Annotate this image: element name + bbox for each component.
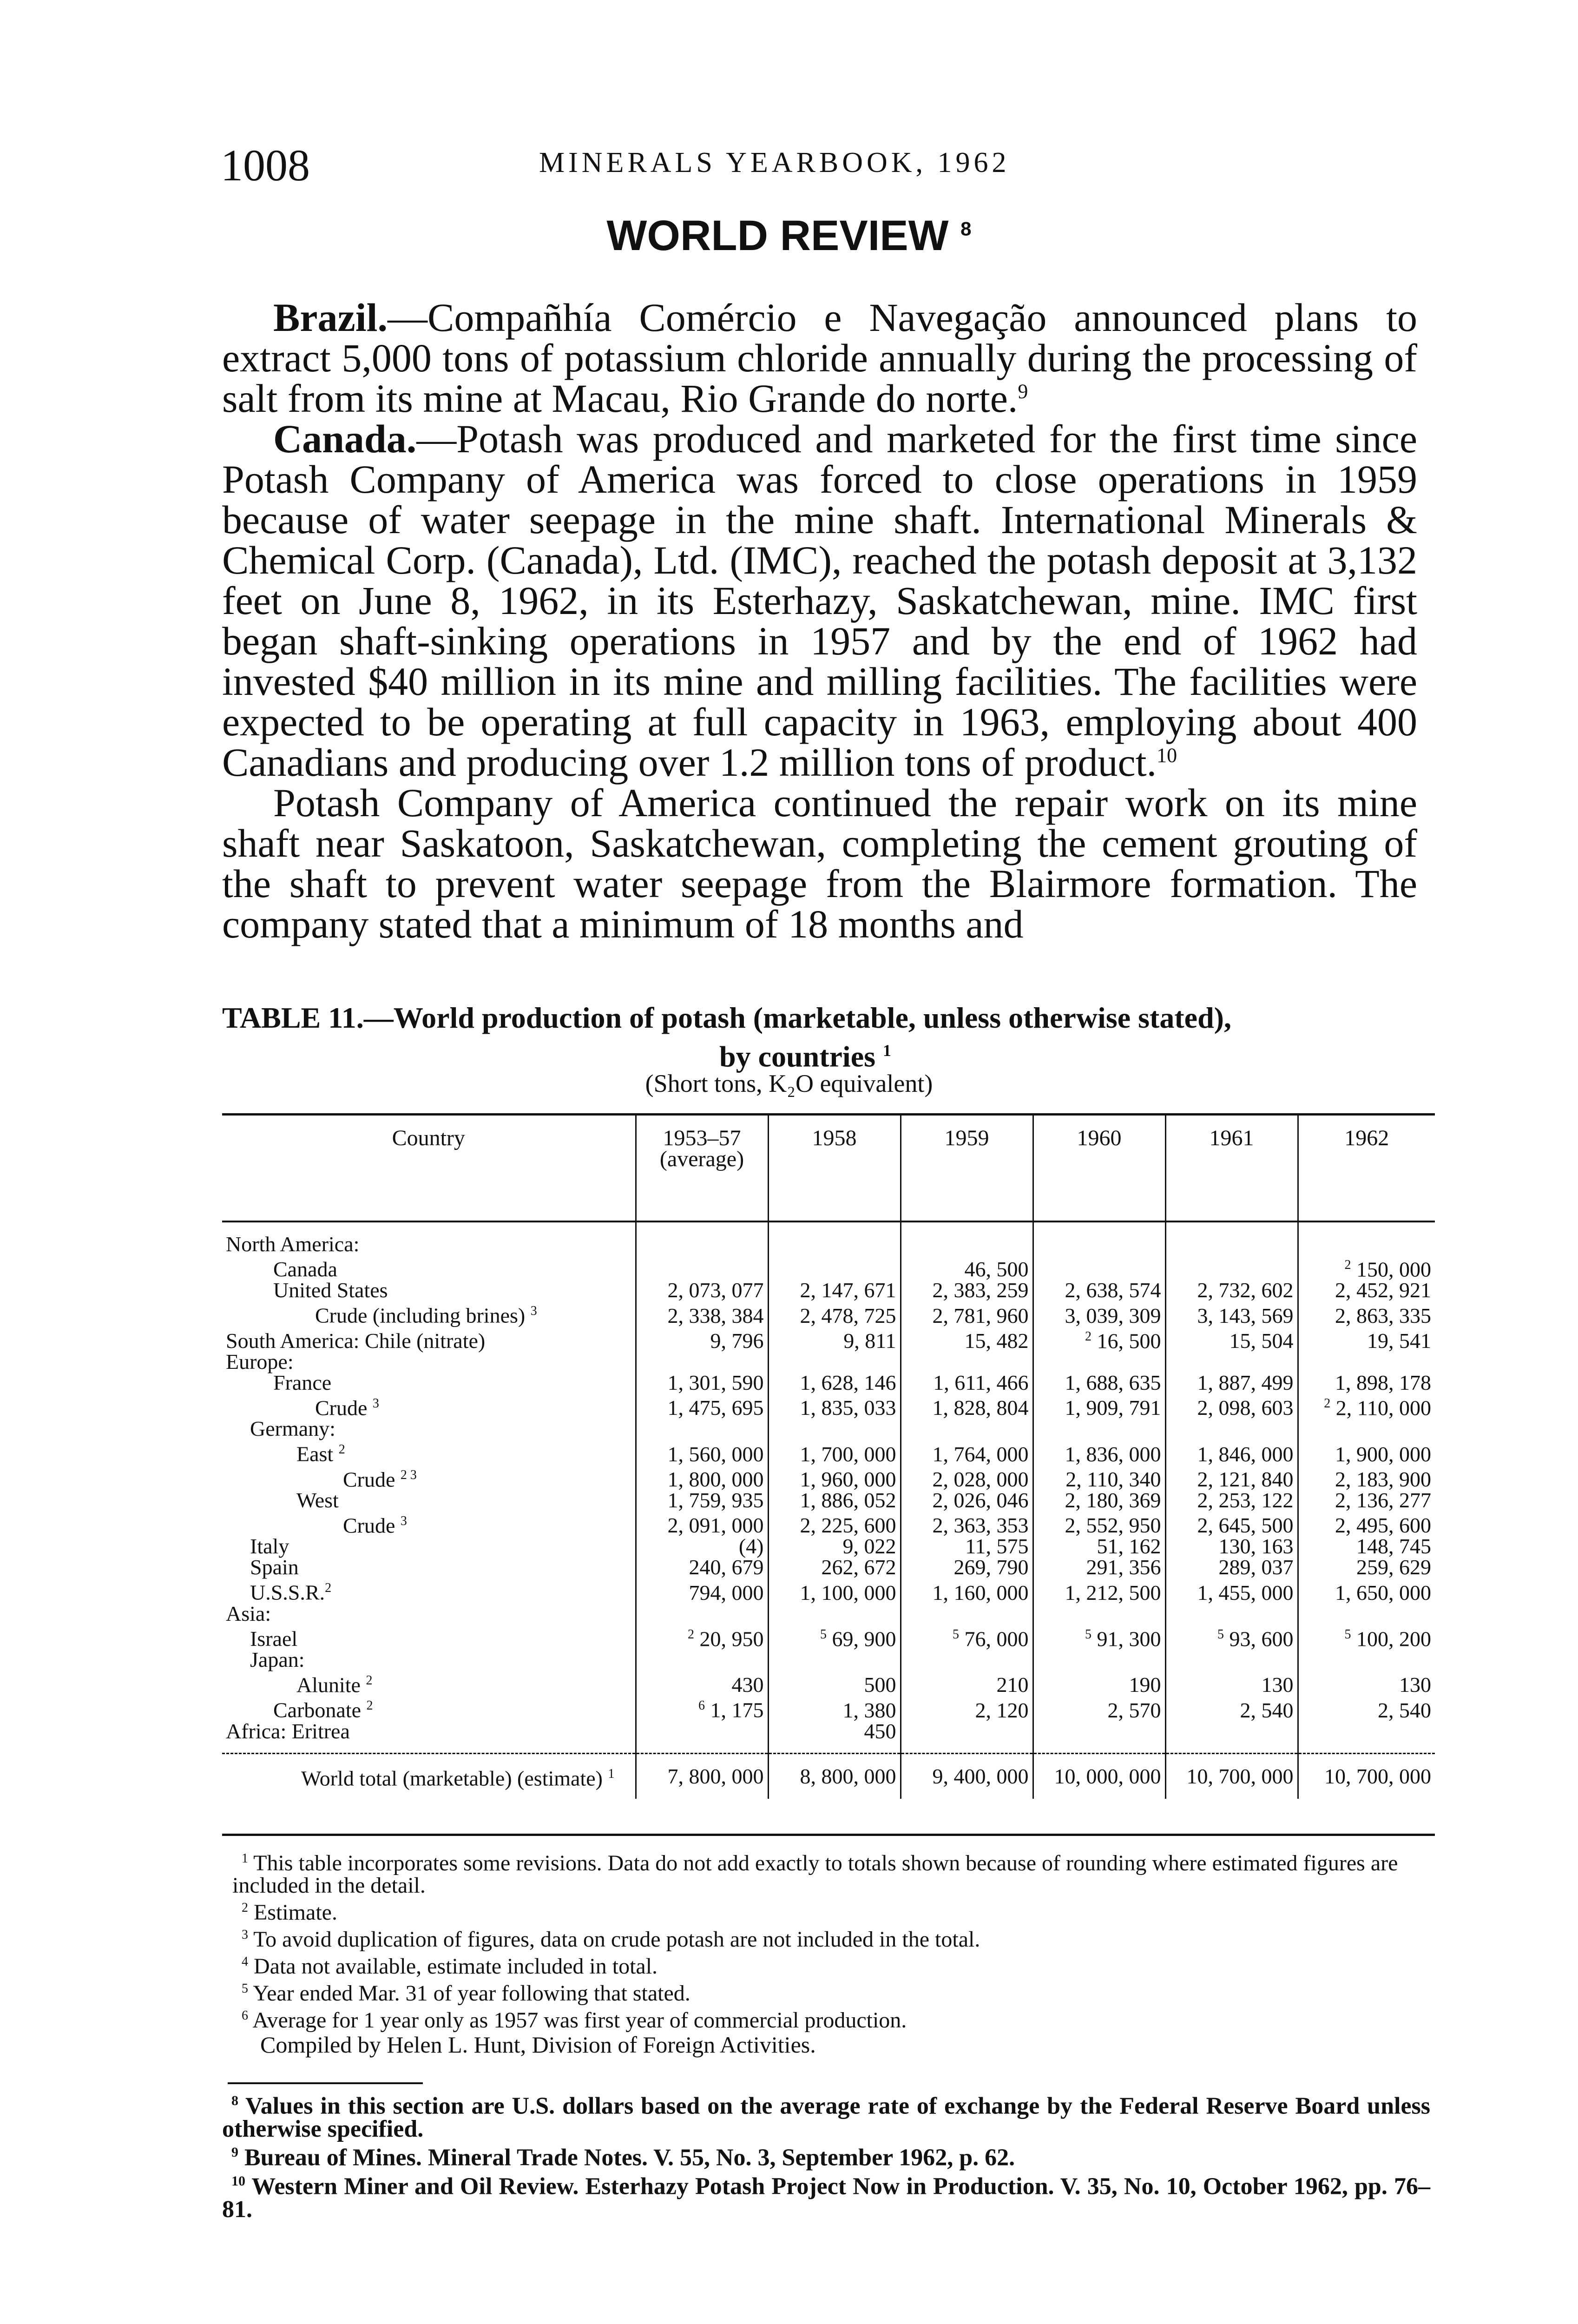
footnote-text: Bureau of Mines. Mineral Trade Notes. V. 55, No. 3, September 1962, p. 62.: [244, 2144, 1015, 2171]
table-footnotes: [232, 1848, 1436, 2032]
cell: 2, 136, 277: [1298, 1490, 1435, 1511]
footnote-number: 6: [242, 2008, 248, 2023]
table-row: [222, 1372, 1435, 1393]
footnote-ref: 5: [1085, 1627, 1091, 1642]
cell: 2, 863, 335: [1298, 1301, 1435, 1326]
footnote-ref: 2: [338, 1442, 345, 1457]
cell: 2, 570: [1033, 1695, 1165, 1720]
cell: 51, 162: [1033, 1536, 1165, 1557]
cell: 2, 026, 046: [901, 1490, 1033, 1511]
cell: 19, 541: [1298, 1326, 1435, 1351]
row-label: [222, 1753, 636, 1799]
footnote-number: 10: [231, 2173, 245, 2189]
cell: [636, 1695, 768, 1720]
cell: 1, 836, 000: [1033, 1439, 1165, 1464]
cell: 2, 091, 000: [636, 1511, 768, 1536]
row-label: United States: [273, 1278, 388, 1302]
footnote-number: 9: [231, 2145, 238, 2160]
table-row: [222, 1721, 1435, 1742]
cell: 2, 147, 671: [768, 1280, 901, 1301]
cell: 1, 160, 000: [901, 1578, 1033, 1603]
cell: 7, 800, 000: [636, 1753, 768, 1799]
table-row: [222, 1465, 1435, 1490]
cell: 1, 212, 500: [1033, 1578, 1165, 1603]
table-subcaption: (Short tons, K₂O equivalent): [645, 1070, 933, 1097]
footnote-ref: 2: [688, 1627, 694, 1642]
row-label: [222, 1439, 636, 1464]
cell: 9, 400, 000: [901, 1753, 1033, 1799]
row-label: France: [273, 1370, 332, 1394]
row-label: Italy: [250, 1534, 289, 1558]
cell: 1, 628, 146: [768, 1372, 901, 1393]
cell: 3, 039, 309: [1033, 1301, 1165, 1326]
cell: 9, 022: [768, 1536, 901, 1557]
footnote-text: This table incorporates some revisions. Data do not add exactly to totals shown because of rounding where estimated figures are included in the detail.: [232, 1851, 1398, 1898]
lead-brazil: Brazil.: [273, 295, 388, 340]
cell: [1298, 1721, 1435, 1742]
cell: 2, 225, 600: [768, 1511, 901, 1536]
cell: 9, 811: [768, 1326, 901, 1351]
row-label-text: Crude: [343, 1513, 395, 1538]
table-row: [222, 1326, 1435, 1351]
cell: [1165, 1721, 1298, 1742]
cell: [768, 1254, 901, 1280]
table-header-row: [222, 1115, 1435, 1222]
paragraph-potash-company: Potash Company of America continued the repair work on its mine shaft near Saskatoon, Saskatchewan, completing the cement grouting of the shaft to prevent water seepage from the Blairmore formation. The company stated that a minimum of 18 months and: [222, 780, 1417, 946]
cell: 2, 645, 500: [1165, 1511, 1298, 1536]
cell: 794, 000: [636, 1578, 768, 1603]
footnote-ref: 2: [325, 1581, 332, 1596]
footnote-ref: 3: [372, 1396, 379, 1411]
cell: [1298, 1624, 1435, 1649]
cell: 15, 482: [901, 1326, 1033, 1351]
cell: 1, 475, 695: [636, 1393, 768, 1418]
cell: 2, 110, 340: [1033, 1465, 1165, 1490]
footnote-ref: 1: [883, 1041, 891, 1060]
cell-value: 1, 175: [710, 1698, 764, 1722]
row-label: [222, 1465, 636, 1490]
row-label: Africa: Eritrea: [226, 1719, 350, 1743]
cell: 1, 455, 000: [1165, 1578, 1298, 1603]
table-row: [222, 1234, 1435, 1254]
row-label-text: Canada: [273, 1257, 337, 1281]
cell: 1, 688, 635: [1033, 1372, 1165, 1393]
cell: 1, 301, 590: [636, 1372, 768, 1393]
row-label: [222, 1670, 636, 1695]
cell-value: 69, 900: [832, 1626, 896, 1651]
cell: 3, 143, 569: [1165, 1301, 1298, 1326]
row-label-text: Crude: [343, 1467, 395, 1491]
cell: 2, 638, 574: [1033, 1280, 1165, 1301]
cell: 130, 163: [1165, 1536, 1298, 1557]
table-row: [222, 1254, 1435, 1280]
cell: 289, 037: [1165, 1557, 1298, 1578]
cell: 450: [768, 1721, 901, 1742]
table-total-row: [222, 1753, 1435, 1799]
cell: 15, 504: [1165, 1326, 1298, 1351]
caption-line-2-text: by countries: [719, 1040, 875, 1073]
row-label: [222, 1393, 636, 1418]
footnote-ref: 2 3: [400, 1467, 417, 1482]
row-label-text: U.S.S.R.: [250, 1580, 325, 1604]
paragraph-brazil: [222, 297, 1417, 419]
cell: 430: [636, 1670, 768, 1695]
footnote-text: To avoid duplication of figures, data on crude potash are not included in the total.: [253, 1927, 980, 1952]
col-1953-57: 1953–57 (average): [636, 1115, 768, 1222]
footnote-text: Year ended Mar. 31 of year following that stated.: [253, 1981, 690, 2006]
compiled-by: Compiled by Helen L. Hunt, Division of Foreign Activities.: [260, 2032, 816, 2058]
cell: 2, 732, 602: [1165, 1280, 1298, 1301]
cell-value: 76, 000: [964, 1626, 1029, 1651]
row-label-text: East: [296, 1442, 334, 1466]
table-row: [222, 1280, 1435, 1301]
cell: 1, 909, 791: [1033, 1393, 1165, 1418]
cell: 259, 629: [1298, 1557, 1435, 1578]
cell: [1165, 1624, 1298, 1649]
cell: 1, 846, 000: [1165, 1439, 1298, 1464]
cell: 1, 764, 000: [901, 1439, 1033, 1464]
cell: [768, 1624, 901, 1649]
cell: 130: [1165, 1670, 1298, 1695]
cell: 148, 745: [1298, 1536, 1435, 1557]
cell: 46, 500: [901, 1254, 1033, 1280]
footnote-ref: 2: [366, 1698, 373, 1713]
row-label: Asia:: [226, 1601, 271, 1625]
footnote-ref: 9: [1018, 380, 1028, 403]
col-1958: 1958: [768, 1115, 901, 1222]
lead-canada: Canada.: [273, 416, 417, 461]
row-label: Europe:: [226, 1349, 294, 1373]
cell: 1, 900, 000: [1298, 1439, 1435, 1464]
row-label: [222, 1695, 636, 1720]
cell-value: 150, 000: [1356, 1257, 1431, 1281]
table-footnote: [232, 2005, 1436, 2032]
cell: 1, 886, 052: [768, 1490, 901, 1511]
cell: 10, 700, 000: [1298, 1753, 1435, 1799]
table-row: [222, 1490, 1435, 1511]
footnote-number: 8: [231, 2093, 238, 2108]
row-label: Germany:: [250, 1417, 335, 1441]
table-row: [222, 1603, 1435, 1624]
footnote-text: Western Miner and Oil Review. Esterhazy Potash Project Now in Production. V. 35, No. 10, October 1962, pp. 76–81.: [222, 2172, 1431, 2223]
table-row: [222, 1649, 1435, 1670]
footnote-ref: 3: [400, 1513, 407, 1528]
footnote-number: 4: [242, 1954, 248, 1969]
cell: 240, 679: [636, 1557, 768, 1578]
cell: 2, 452, 921: [1298, 1280, 1435, 1301]
cell: 9, 796: [636, 1326, 768, 1351]
cell-value: 16, 500: [1097, 1328, 1161, 1353]
row-label-text: Carbonate: [273, 1698, 362, 1722]
potash-production-table: [222, 1113, 1435, 1799]
cell: 1, 835, 033: [768, 1393, 901, 1418]
cell: 2, 363, 353: [901, 1511, 1033, 1536]
cell: [1298, 1393, 1435, 1418]
page-footnote: [222, 2141, 1430, 2169]
table-row: [222, 1624, 1435, 1649]
cell: 2, 180, 369: [1033, 1490, 1165, 1511]
row-label: Spain: [250, 1555, 299, 1579]
cell: 2, 540: [1165, 1695, 1298, 1720]
footnote-ref: 2: [1085, 1329, 1091, 1344]
table-row: [222, 1536, 1435, 1557]
section-title: [0, 211, 1578, 260]
cell: 210: [901, 1670, 1033, 1695]
cell: 1, 380: [768, 1695, 901, 1720]
table-footnote: [232, 1951, 1436, 1978]
running-title: MINERALS YEARBOOK, 1962: [539, 147, 1010, 178]
table-row: [222, 1393, 1435, 1418]
cell-value: 91, 300: [1097, 1626, 1161, 1651]
page-number: 1008: [221, 140, 310, 190]
cell-value: 20, 950: [699, 1626, 764, 1651]
cell: 1, 759, 935: [636, 1490, 768, 1511]
cell: 2, 338, 384: [636, 1301, 768, 1326]
row-label: Israel: [250, 1626, 298, 1651]
table-row: [222, 1557, 1435, 1578]
row-label: North America:: [226, 1232, 360, 1256]
footnote-text: Average for 1 year only as 1957 was first year of commercial production.: [252, 2008, 907, 2033]
table-bottom-rule: [222, 1834, 1435, 1836]
footnote-ref: 5: [820, 1627, 827, 1642]
cell: 1, 560, 000: [636, 1439, 768, 1464]
cell: 2, 383, 259: [901, 1280, 1033, 1301]
cell: 262, 672: [768, 1557, 901, 1578]
text-brazil: —Compañhía Comércio e Navegação announced plans to extract 5,000 tons of potassium chloride annually during the processing of salt from its mine at Macau, Rio Grande do norte.: [222, 295, 1417, 421]
cell: 269, 790: [901, 1557, 1033, 1578]
body-text: [222, 297, 1417, 944]
cell: 1, 887, 499: [1165, 1372, 1298, 1393]
cell-value: 93, 600: [1229, 1626, 1294, 1651]
paragraph-canada: [222, 416, 1417, 785]
footnote-rule: [228, 2082, 423, 2084]
caption-line-1: TABLE 11.—World production of potash (marketable, unless otherwise stated),: [222, 1001, 1231, 1034]
table-row: [222, 1670, 1435, 1695]
table-footnote: [232, 1848, 1436, 1897]
section-title-text: WORLD REVIEW: [606, 212, 949, 259]
footnote-text: Values in this section are U.S. dollars based on the average rate of exchange by the Federal Reserve Board unless otherwise specified.: [222, 2093, 1431, 2143]
row-label: West: [296, 1488, 339, 1512]
cell: 2, 552, 950: [1033, 1511, 1165, 1536]
footnote-text: Data not available, estimate included in total.: [254, 1954, 658, 1979]
cell: 2, 073, 077: [636, 1280, 768, 1301]
table-row: [222, 1439, 1435, 1464]
cell: [1033, 1254, 1165, 1280]
row-label: Japan:: [250, 1647, 305, 1671]
cell: 291, 356: [1033, 1557, 1165, 1578]
footnote-ref: 2: [1324, 1396, 1331, 1411]
table-row: [222, 1418, 1435, 1439]
page-footnote: [222, 2089, 1430, 2141]
page-footnotes: [222, 2089, 1430, 2221]
col-1959: 1959: [901, 1115, 1033, 1222]
cell: 2, 253, 122: [1165, 1490, 1298, 1511]
cell-value: 100, 200: [1356, 1626, 1431, 1651]
text-canada: —Potash was produced and marketed for the first time since Potash Company of America was forced to close operations in 1959 because of water seepage in the mine shaft. International Minerals & Chemical Corp. (Canada), Ltd. (IMC), reached the potash deposit at 3,132 feet on June 8, 1962, in its Esterhazy, Saskatchewan, mine. IMC first began shaft-sinking operations in 1957 and by the end of 1962 had invested $40 million in its mine and milling facilities. The facilities were expected to be operating at full capacity in 1963, employing about 400 Canadians and producing over 1.2 million tons of product.: [222, 416, 1417, 785]
footnote-ref: 1: [608, 1766, 615, 1781]
footnote-number: 1: [242, 1851, 248, 1866]
cell: [1298, 1254, 1435, 1280]
row-label-text: Crude: [315, 1396, 368, 1420]
cell: 1, 800, 000: [636, 1465, 768, 1490]
cell: [636, 1254, 768, 1280]
row-label-text: Crude (including brines): [315, 1303, 526, 1327]
table-row: [222, 1351, 1435, 1372]
col-1961: 1961: [1165, 1115, 1298, 1222]
cell: 1, 898, 178: [1298, 1372, 1435, 1393]
row-label-text: Alunite: [296, 1673, 361, 1697]
cell: [901, 1721, 1033, 1742]
cell: 1, 100, 000: [768, 1578, 901, 1603]
cell: 2, 098, 603: [1165, 1393, 1298, 1418]
cell: 1, 700, 000: [768, 1439, 901, 1464]
cell: 1, 828, 804: [901, 1393, 1033, 1418]
footnote-ref: 2: [1344, 1258, 1351, 1272]
cell: 1, 650, 000: [1298, 1578, 1435, 1603]
cell: 2, 495, 600: [1298, 1511, 1435, 1536]
cell: 2, 478, 725: [768, 1301, 901, 1326]
table-footnote: [232, 1897, 1436, 1924]
cell: (4): [636, 1536, 768, 1557]
cell: [901, 1624, 1033, 1649]
table-caption: [222, 1002, 1430, 1073]
footnote-ref: 6: [698, 1698, 705, 1713]
table-footnote: [232, 1978, 1436, 2005]
row-label: [222, 1511, 636, 1536]
cell: 11, 575: [901, 1536, 1033, 1557]
footnote-number: 5: [242, 1981, 248, 1996]
row-label: South America: Chile (nitrate): [226, 1328, 486, 1353]
footnote-text: Estimate.: [254, 1900, 337, 1925]
col-country: Country: [222, 1115, 636, 1222]
cell: [1165, 1254, 1298, 1280]
cell: 2, 120: [901, 1695, 1033, 1720]
table-row: [222, 1511, 1435, 1536]
cell: 190: [1033, 1670, 1165, 1695]
footnote-ref: 5: [1217, 1627, 1224, 1642]
cell: 2, 028, 000: [901, 1465, 1033, 1490]
cell: 2, 781, 960: [901, 1301, 1033, 1326]
table-row: [222, 1578, 1435, 1603]
cell: 10, 700, 000: [1165, 1753, 1298, 1799]
cell: [1033, 1624, 1165, 1649]
page-footnote: [222, 2170, 1430, 2221]
footnote-ref: 5: [953, 1627, 959, 1642]
cell: [636, 1721, 768, 1742]
col-1962: 1962: [1298, 1115, 1435, 1222]
row-label: [222, 1578, 636, 1603]
cell: 1, 611, 466: [901, 1372, 1033, 1393]
cell: [1033, 1721, 1165, 1742]
cell: 2, 540: [1298, 1695, 1435, 1720]
cell: 2, 121, 840: [1165, 1465, 1298, 1490]
cell: [636, 1624, 768, 1649]
cell-value: 2, 110, 000: [1335, 1396, 1431, 1420]
footnote-ref: 10: [1157, 744, 1177, 767]
footnote-ref: 3: [530, 1304, 537, 1319]
row-label-text: World total (marketable) (estimate): [301, 1766, 603, 1790]
cell: 10, 000, 000: [1033, 1753, 1165, 1799]
footnote-ref: 2: [366, 1673, 373, 1688]
row-label: [222, 1254, 636, 1280]
col-1960: 1960: [1033, 1115, 1165, 1222]
row-label: [222, 1301, 636, 1326]
table-row: [222, 1695, 1435, 1720]
cell: 2, 183, 900: [1298, 1465, 1435, 1490]
cell: 8, 800, 000: [768, 1753, 901, 1799]
caption-line-2: [222, 1034, 1430, 1073]
table-row: [222, 1301, 1435, 1326]
footnote-number: 2: [242, 1901, 248, 1915]
footnote-number: 3: [242, 1928, 248, 1942]
footnote-ref: 8: [960, 218, 972, 240]
cell: 500: [768, 1670, 901, 1695]
table-footnote: [232, 1924, 1436, 1951]
cell: 1, 960, 000: [768, 1465, 901, 1490]
cell: [1033, 1326, 1165, 1351]
footnote-ref: 5: [1344, 1627, 1351, 1642]
cell: 130: [1298, 1670, 1435, 1695]
